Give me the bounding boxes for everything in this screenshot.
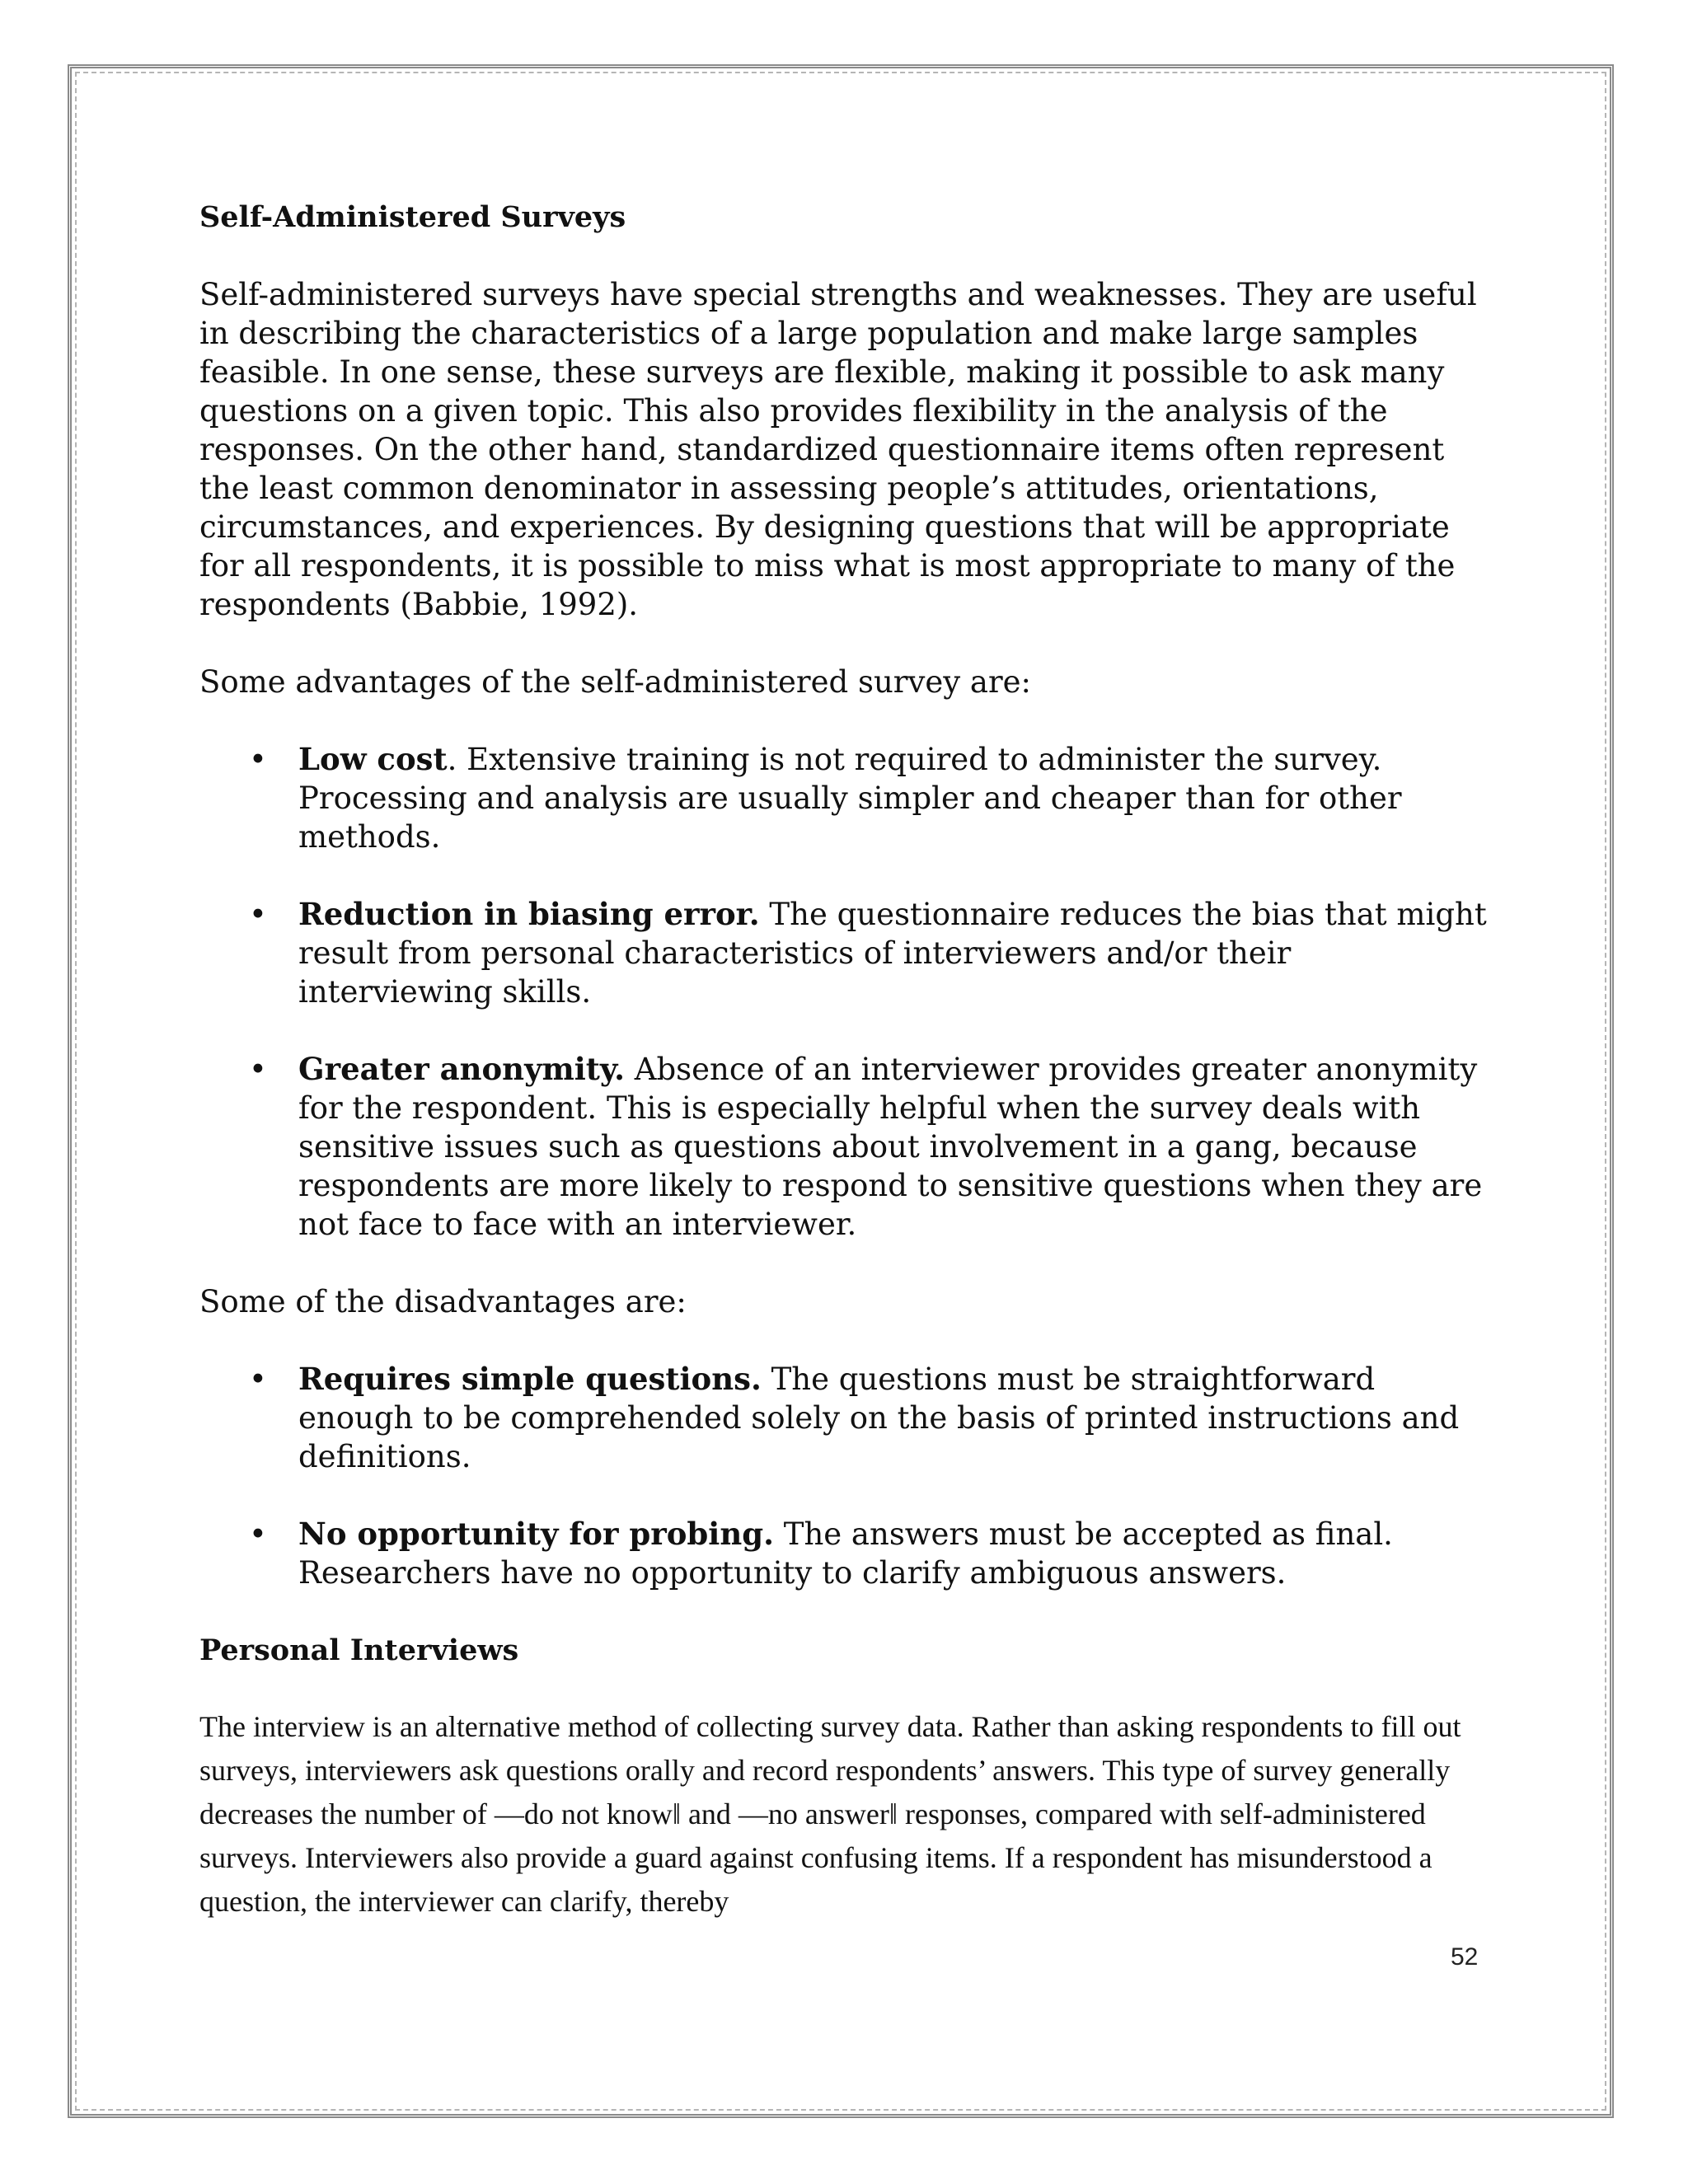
term-no-opportunity-for-probing: No opportunity for probing. (298, 1516, 774, 1552)
list-item (199, 1050, 1493, 1244)
term-description: The questionnaire reduces the bias that might result from personal characteristics of interviewers and/or their interviewing skills. (298, 897, 1487, 1010)
term-description: Absence of an interviewer provides greater anonymity for the respondent. This is especially helpful when the survey deals with sensitive issues such as questions about involvement in a gang, because respondents are more likely to respond to sensitive questions when they are not face to face with an interviewer. (298, 1052, 1483, 1242)
term-requires-simple-questions: Requires simple questions. (298, 1361, 762, 1397)
disadvantages-lead: Some of the disadvantages are: (199, 1284, 687, 1319)
page-number: 52 (1451, 1943, 1479, 1971)
term-reduction-in-biasing-error: Reduction in biasing error. (298, 896, 760, 932)
term-greater-anonymity: Greater anonymity. (298, 1051, 625, 1087)
bullet-icon: • (249, 1052, 267, 1087)
page-content (199, 198, 1493, 1924)
list-item (199, 740, 1493, 856)
interview-paragraph: The interview is an alternative method of collecting survey data. Rather than asking respondents to fill out surveys, interviewers ask questions orally and record respondents’ answers. This type of survey generally decreases the number of ―do not know‖ and ―no answer‖ responses, compared with self-administered surveys. Interviewers also provide a guard against confusing items. If a respondent has misunderstood a question, the interviewer can clarify, thereby (199, 1710, 1461, 1918)
term-description: The answers must be accepted as final. Researchers have no opportunity to clarify ambiguous answers. (298, 1516, 1393, 1591)
disadvantages-list (199, 1360, 1493, 1592)
section-heading-personal-interviews: Personal Interviews (199, 1633, 519, 1667)
intro-paragraph: Self-administered surveys have special strengths and weaknesses. They are useful in describing the characteristics of a large population and make large samples feasible. In one sense, these surveys are flexible, making it possible to ask many questions on a given topic. This also provides flexibility in the analysis of the responses. On the other hand, standardized questionnaire items often represent the least common denominator in assessing people’s attitudes, orientations, circumstances, and experiences. By designing questions that will be appropriate for all respondents, it is possible to miss what is most appropriate to many of the respondents (Babbie, 1992). (199, 277, 1477, 622)
list-item (199, 895, 1493, 1011)
list-item (199, 1515, 1493, 1592)
section-heading-self-administered: Self-Administered Surveys (199, 200, 626, 234)
advantages-lead: Some advantages of the self-administered survey are: (199, 664, 1032, 700)
bullet-icon: • (249, 1361, 267, 1397)
advantages-list (199, 740, 1493, 1244)
bullet-icon: • (249, 897, 267, 932)
term-description: . Extensive training is not required to administer the survey. Processing and analysis are usually simpler and cheaper than for other methods. (298, 742, 1402, 855)
term-low-cost: Low cost (298, 741, 448, 777)
list-item (199, 1360, 1493, 1476)
term-description: The questions must be straightforward enough to be comprehended solely on the basis of printed instructions and definitions. (298, 1361, 1460, 1474)
bullet-icon: • (249, 1516, 267, 1552)
bullet-icon: • (249, 742, 267, 777)
